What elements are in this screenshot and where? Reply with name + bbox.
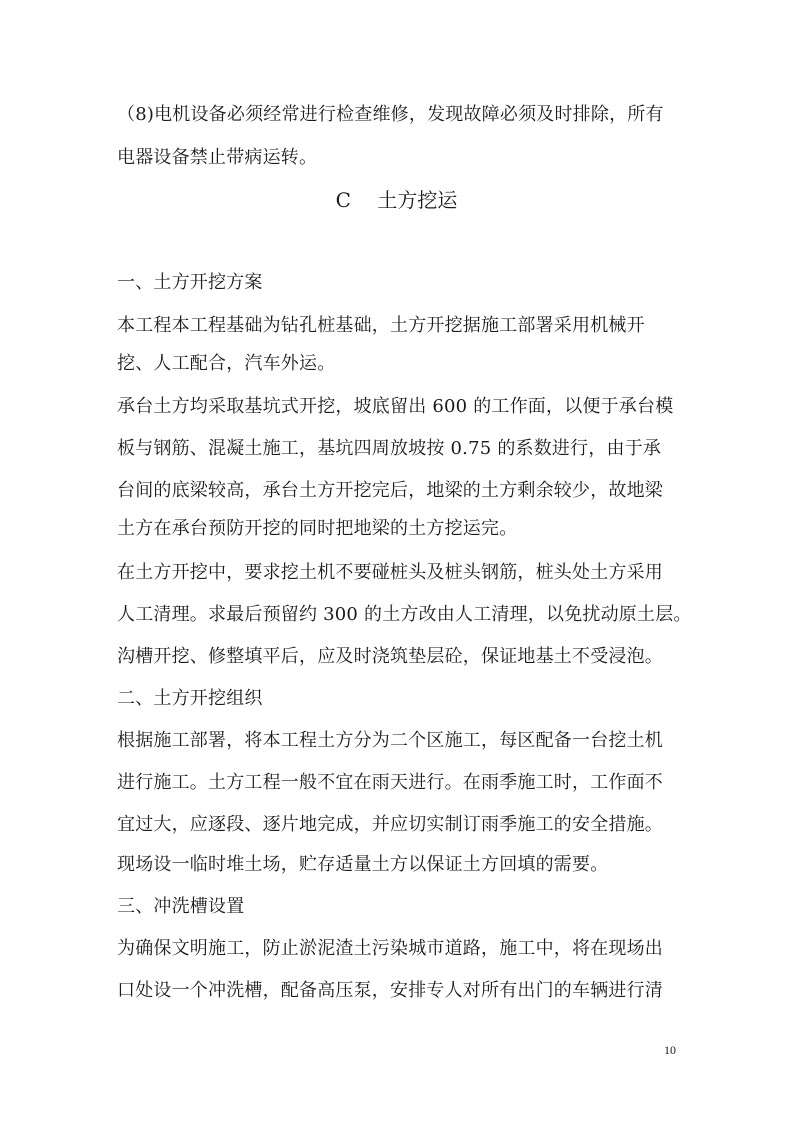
text-line: 根据施工部署，将本工程土方分为二个区施工，每区配备一台挖土机 [117, 730, 663, 751]
text-line: 土方在承台预防开挖的同时把地梁的土方挖运完。 [117, 518, 518, 539]
section-heading: 二、土方开挖组织 [117, 688, 263, 709]
text-line: 挖、人工配合，汽车外运。 [117, 353, 336, 374]
text-line: 台间的底梁较高，承台土方开挖完后，地梁的土方剩余较少，故地梁 [117, 480, 663, 501]
text-line: 口处设一个冲洗槽，配备高压泵，安排专人对所有出门的车辆进行清 [117, 980, 663, 1001]
text-line: 板与钢筋、混凝土施工，基坑四周放坡按 0.75 的系数进行，由于承 [117, 438, 662, 459]
text-line: 进行施工。土方工程一般不宜在雨天进行。在雨季施工时，工作面不 [117, 772, 663, 793]
text-line: 电器设备禁止带病运转。 [117, 147, 318, 168]
section-title: C 土方挖运 [335, 188, 458, 212]
page-number: 10 [664, 1043, 676, 1057]
text-line: 现场设一临时堆土场，贮存适量土方以保证土方回填的需要。 [117, 854, 609, 875]
text-line: 沟槽开挖、修整填平后，应及时浇筑垫层砼，保证地基土不受浸泡。 [117, 646, 663, 667]
section-heading: 三、冲洗槽设置 [117, 896, 245, 917]
text-line: 人工清理。求最后预留约 300 的土方改由人工清理，以免扰动原土层。 [117, 604, 692, 625]
text-line: 在土方开挖中，要求挖土机不要碰桩头及桩头钢筋，桩头处土方采用 [117, 562, 663, 583]
text-line: （8)电机设备必须经常进行检查维修，发现故障必须及时排除，所有 [117, 104, 664, 125]
text-line: 承台土方均采取基坑式开挖，坡底留出 600 的工作面，以便于承台模 [117, 396, 674, 417]
text-line: 为确保文明施工，防止淤泥渣土污染城市道路，施工中，将在现场出 [117, 938, 663, 959]
section-heading: 一、土方开挖方案 [117, 272, 263, 293]
text-line: 宜过大，应逐段、逐片地完成，并应切实制订雨季施工的安全措施。 [117, 814, 663, 835]
text-line: 本工程本工程基础为钻孔桩基础，土方开挖据施工部署采用机械开 [117, 315, 645, 336]
